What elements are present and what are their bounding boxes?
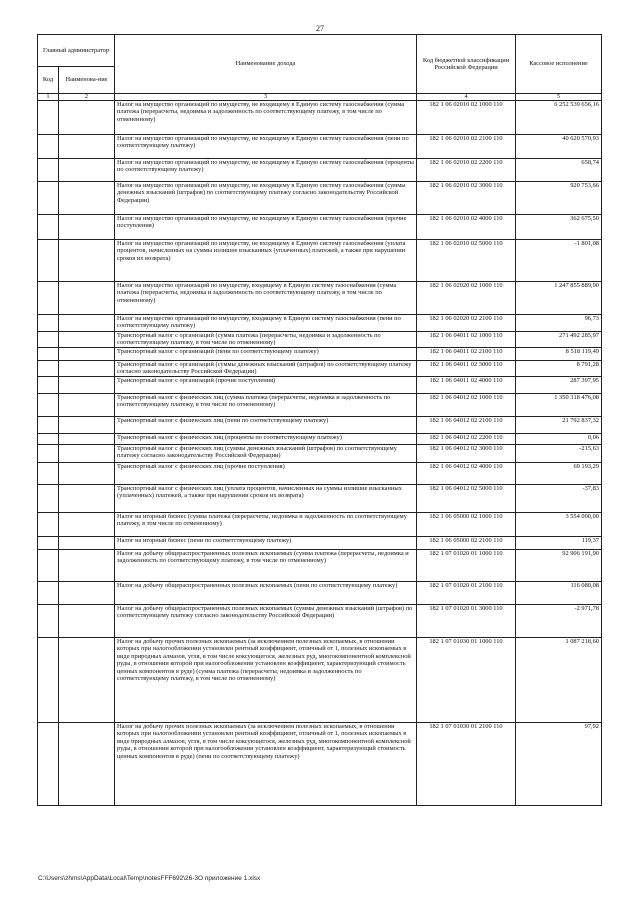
cell-admin-name (59, 282, 115, 315)
cell-amount: 116 080,08 (516, 581, 602, 604)
cell-income-name: Налог на добычу прочих полезных ископаемых (за исключением полезных ископаемых, в отношении которых при налогообложении установлен рентный коэффициент, отличный от 1, полезных ископаемых в виде природных алмазов, угля, в том числе коксующегося, железных руд, многокомпонентной комплексной руды, в отношении которой при налогообложении установлен коэффициент, характеризующий стоимость ценных компонентов в руде) (сумма платежа (перерасчеты, недоимка и задолженность по соответствующему платежу, в том числе по отмененному) (115, 637, 417, 722)
cell-admin-name (59, 315, 115, 332)
column-number: 3 (115, 94, 417, 101)
cell-admin-name (59, 240, 115, 282)
cell-amount: 1 087 218,60 (516, 637, 602, 722)
cell-budget-code: 182 1 06 02010 02 2200 110 (417, 159, 516, 182)
cell-admin-name (59, 549, 115, 581)
cell-income-name: Налог на имущество организаций по имуществу, не входящему в Единую систему газоснабжения (проценты по соответствующему платежу) (115, 159, 417, 182)
cell-budget-code: 182 1 06 02010 02 4000 110 (417, 215, 516, 240)
cell-admin-code (38, 484, 59, 512)
cell-admin-name (59, 462, 115, 484)
table-row (38, 416, 602, 433)
file-path-footer: C:\Users\zhms\AppData\Local\Temp\notesFFF692\26-3O приложение 1.xlsx (38, 875, 261, 882)
cell-admin-code (38, 549, 59, 581)
table-row (38, 361, 602, 377)
cell-admin-code (38, 135, 59, 159)
cell-income-name: Налог на имущество организаций по имуществу, не входящему в Единую систему газоснабжения (уплата процентов, начисленных на суммы излишне взысканных (уплаченных) платежей, а также при нарушении сроков их возврата) (115, 240, 417, 282)
cell-income-name: Транспортный налог с организаций (сумма платежа (перерасчеты, недоимка и задолженность по соответствующему платежу, в том числе по отмененному) (115, 332, 417, 348)
table-row (38, 376, 602, 393)
table-row (38, 549, 602, 581)
column-number: 4 (417, 94, 516, 101)
cell-budget-code: 182 1 06 04011 02 2100 110 (417, 348, 516, 361)
cell-income-name: Налог на имущество организаций по имуществу, входящему в Единую систему газоснабжения (пени по соответствующему платежу) (115, 315, 417, 332)
cell-amount: -2 971,78 (516, 604, 602, 637)
cell-budget-code: 182 1 06 05000 02 2100 110 (417, 536, 516, 549)
cell-budget-code: 182 1 06 04012 02 1000 110 (417, 393, 516, 416)
cell-budget-code: 182 1 06 02010 02 5000 110 (417, 240, 516, 282)
cell-admin-code (38, 240, 59, 282)
cell-admin-name (59, 332, 115, 348)
cell-admin-code (38, 348, 59, 361)
cell-income-name: Налог на имущество организаций по имуществу, не входящему в Единую систему газоснабжения (прочие поступления) (115, 215, 417, 240)
cell-admin-name (59, 433, 115, 444)
cell-admin-name (59, 484, 115, 512)
cell-admin-name (59, 722, 115, 805)
cell-budget-code: 182 1 06 04012 02 4000 110 (417, 462, 516, 484)
table-row (38, 282, 602, 315)
cell-amount: 8 518 119,49 (516, 348, 602, 361)
header-income-name: Наименование дохода (115, 35, 417, 94)
cell-admin-name (59, 101, 115, 135)
cell-amount: -1 801,08 (516, 240, 602, 282)
header-cash-execution: Кассовое исполнение (516, 35, 602, 94)
table-row (38, 581, 602, 604)
cell-admin-name (59, 581, 115, 604)
cell-income-name: Налог на игорный бизнес (пени по соответствующему платежу) (115, 536, 417, 549)
cell-admin-name (59, 393, 115, 416)
cell-admin-code (38, 101, 59, 135)
cell-income-name: Транспортный налог с организаций (пени по соответствующему платежу) (115, 348, 417, 361)
cell-budget-code: 182 1 06 04011 02 1000 110 (417, 332, 516, 348)
cell-income-name: Налог на добычу общераспространенных полезных ископаемых (пени по соответствующему платежу) (115, 581, 417, 604)
table-row (38, 159, 602, 182)
cell-budget-code: 182 1 06 04012 02 5000 110 (417, 484, 516, 512)
table-row (38, 604, 602, 637)
cell-budget-code: 182 1 07 01030 01 2100 110 (417, 722, 516, 805)
table-row (38, 135, 602, 159)
cell-budget-code: 182 1 07 01020 01 1000 110 (417, 549, 516, 581)
cell-budget-code: 182 1 06 02020 02 1000 110 (417, 282, 516, 315)
cell-admin-name (59, 348, 115, 361)
cell-amount: 1 350 318 476,08 (516, 393, 602, 416)
cell-amount: 271 492 285,97 (516, 332, 602, 348)
cell-amount: 119,37 (516, 536, 602, 549)
cell-admin-code (38, 361, 59, 377)
page-number: 27 (316, 24, 324, 33)
header-budget-code: Код бюджетной классификации Российской Федерации (417, 35, 516, 94)
cell-admin-code (38, 722, 59, 805)
table-row (38, 722, 602, 805)
cell-admin-code (38, 215, 59, 240)
cell-amount: 8 791,28 (516, 361, 602, 377)
cell-admin-name (59, 182, 115, 215)
cell-budget-code: 182 1 06 05000 02 1000 110 (417, 512, 516, 536)
cell-income-name: Транспортный налог с организаций (суммы денежных взысканий (штрафов) по соответствующему платежу согласно законодательству Российской Федерации) (115, 361, 417, 377)
cell-amount: 40 620 570,93 (516, 135, 602, 159)
cell-amount: 362 675,50 (516, 215, 602, 240)
cell-amount: 287 397,95 (516, 376, 602, 393)
table-row (38, 240, 602, 282)
cell-income-name: Транспортный налог с физических лиц (уплата процентов, начисленных на суммы излишне взысканных (уплаченных) платежей, а также при нарушении сроков их возврата) (115, 484, 417, 512)
cell-admin-name (59, 444, 115, 462)
cell-admin-name (59, 416, 115, 433)
cell-admin-code (38, 581, 59, 604)
column-number-row (38, 94, 602, 101)
cell-amount: 658,74 (516, 159, 602, 182)
cell-admin-code (38, 159, 59, 182)
cell-admin-code (38, 282, 59, 315)
column-number: 2 (59, 94, 115, 101)
cell-income-name: Налог на добычу общераспространенных полезных ископаемых (сумма платежа (перерасчеты, недоимка и задолженность по соответствующему платежу, в том числе по отмененному) (115, 549, 417, 581)
cell-income-name: Налог на игорный бизнес (сумма платежа (перерасчеты, недоимка и задолженность по соответствующему платежу, в том числе по отмененному) (115, 512, 417, 536)
cell-amount: 0,06 (516, 433, 602, 444)
cell-admin-name (59, 536, 115, 549)
cell-amount: 920 753,66 (516, 182, 602, 215)
cell-amount: 1 247 855 889,90 (516, 282, 602, 315)
cell-budget-code: 182 1 06 04011 02 4000 110 (417, 376, 516, 393)
cell-budget-code: 182 1 07 01020 01 2100 110 (417, 581, 516, 604)
table-row (38, 462, 602, 484)
cell-admin-code (38, 376, 59, 393)
cell-budget-code: 182 1 06 04012 02 2100 110 (417, 416, 516, 433)
table-row (38, 348, 602, 361)
cell-income-name: Транспортный налог с физических лиц (прочие поступления) (115, 462, 417, 484)
cell-budget-code: 182 1 06 02020 02 2100 110 (417, 315, 516, 332)
table-row (38, 315, 602, 332)
cell-admin-code (38, 332, 59, 348)
cell-amount: 6 252 539 656,16 (516, 101, 602, 135)
income-table (37, 34, 602, 806)
cell-amount: 69 193,29 (516, 462, 602, 484)
cell-amount: -37,83 (516, 484, 602, 512)
cell-income-name: Налог на имущество организаций по имуществу, входящему в Единую систему газоснабжения (сумма платежа (перерасчеты, недоимка и задолженность по соответствующему платежу, в том числе по отмененному) (115, 282, 417, 315)
cell-income-name: Налог на добычу общераспространенных полезных ископаемых (суммы денежных взысканий (штрафов) по соответствующему платежу согласно законодательству Российской Федерации) (115, 604, 417, 637)
cell-amount: 92 906 191,90 (516, 549, 602, 581)
cell-budget-code: 182 1 06 04011 02 3000 110 (417, 361, 516, 377)
cell-admin-name (59, 604, 115, 637)
cell-admin-code (38, 433, 59, 444)
cell-income-name: Транспортный налог с физических лиц (суммы денежных взысканий (штрафов) по соответствующему платежу согласно законодательству Российской Федерации) (115, 444, 417, 462)
cell-admin-code (38, 604, 59, 637)
cell-admin-code (38, 444, 59, 462)
cell-admin-code (38, 512, 59, 536)
cell-budget-code: 182 1 06 02010 02 3000 110 (417, 182, 516, 215)
cell-admin-name (59, 215, 115, 240)
cell-admin-code (38, 182, 59, 215)
table-row (38, 433, 602, 444)
cell-income-name: Налог на имущество организаций по имуществу, не входящему в Единую систему газоснабжения (пени по соответствующему платежу) (115, 135, 417, 159)
cell-income-name: Транспортный налог с физических лиц (сумма платежа (перерасчеты, недоимка и задолженность по соответствующему платежу, в том числе по отмененному) (115, 393, 417, 416)
cell-amount: 97,92 (516, 722, 602, 805)
cell-income-name: Налог на имущество организаций по имуществу, не входящему в Единую систему газоснабжения (суммы денежных взысканий (штрафов) по соответствующему платежу согласно законодательству Российской Федерации) (115, 182, 417, 215)
cell-admin-name (59, 159, 115, 182)
table-row (38, 637, 602, 722)
cell-admin-code (38, 536, 59, 549)
table-body (38, 101, 602, 806)
cell-admin-code (38, 416, 59, 433)
cell-admin-code (38, 315, 59, 332)
cell-income-name: Налог на имущество организаций по имуществу, не входящему в Единую систему газоснабжения (сумма платежа (перерасчеты, недоимка и задолженность по соответствующему платежу, в том числе по отмененному) (115, 101, 417, 135)
table-row (38, 536, 602, 549)
cell-amount: -215,63 (516, 444, 602, 462)
cell-admin-code (38, 637, 59, 722)
cell-amount: 3 554 000,00 (516, 512, 602, 536)
cell-admin-name (59, 637, 115, 722)
header-admin-name: Наименова-ние (59, 67, 115, 94)
table-row (38, 101, 602, 135)
cell-income-name: Транспортный налог с физических лиц (проценты по соответствующему платежу) (115, 433, 417, 444)
table-row (38, 512, 602, 536)
cell-budget-code: 182 1 06 04012 02 2200 110 (417, 433, 516, 444)
table-row (38, 393, 602, 416)
cell-income-name: Транспортный налог с физических лиц (пени по соответствующему платежу) (115, 416, 417, 433)
cell-admin-name (59, 512, 115, 536)
header-admin-group: Главный администратор (38, 35, 115, 67)
cell-income-name: Транспортный налог с организаций (прочие поступления) (115, 376, 417, 393)
cell-amount: 21 792 837,32 (516, 416, 602, 433)
cell-budget-code: 182 1 07 01020 01 3000 110 (417, 604, 516, 637)
table-row (38, 215, 602, 240)
cell-admin-code (38, 462, 59, 484)
cell-budget-code: 182 1 07 01030 01 1000 110 (417, 637, 516, 722)
table-row (38, 444, 602, 462)
cell-admin-name (59, 135, 115, 159)
cell-budget-code: 182 1 06 04012 02 3000 110 (417, 444, 516, 462)
table-row (38, 332, 602, 348)
cell-budget-code: 182 1 06 02010 02 1000 110 (417, 101, 516, 135)
cell-budget-code: 182 1 06 02010 02 2100 110 (417, 135, 516, 159)
cell-amount: 96,73 (516, 315, 602, 332)
cell-admin-name (59, 361, 115, 377)
cell-admin-code (38, 393, 59, 416)
column-number: 5 (516, 94, 602, 101)
cell-admin-name (59, 376, 115, 393)
cell-income-name: Налог на добычу прочих полезных ископаемых (за исключением полезных ископаемых, в отношении которых при налогообложении установлен рентный коэффициент, отличный от 1, полезных ископаемых в виде природных алмазов, угля, в том числе коксующегося, железных руд, многокомпонентной комплексной руды, в отношении которой при налогообложении установлен коэффициент, характеризующий стоимость ценных компонентов в руде) (пени по соответствующему платежу) (115, 722, 417, 805)
table-row (38, 182, 602, 215)
column-number: 1 (38, 94, 59, 101)
table-row (38, 484, 602, 512)
header-admin-code: Код (38, 67, 59, 94)
